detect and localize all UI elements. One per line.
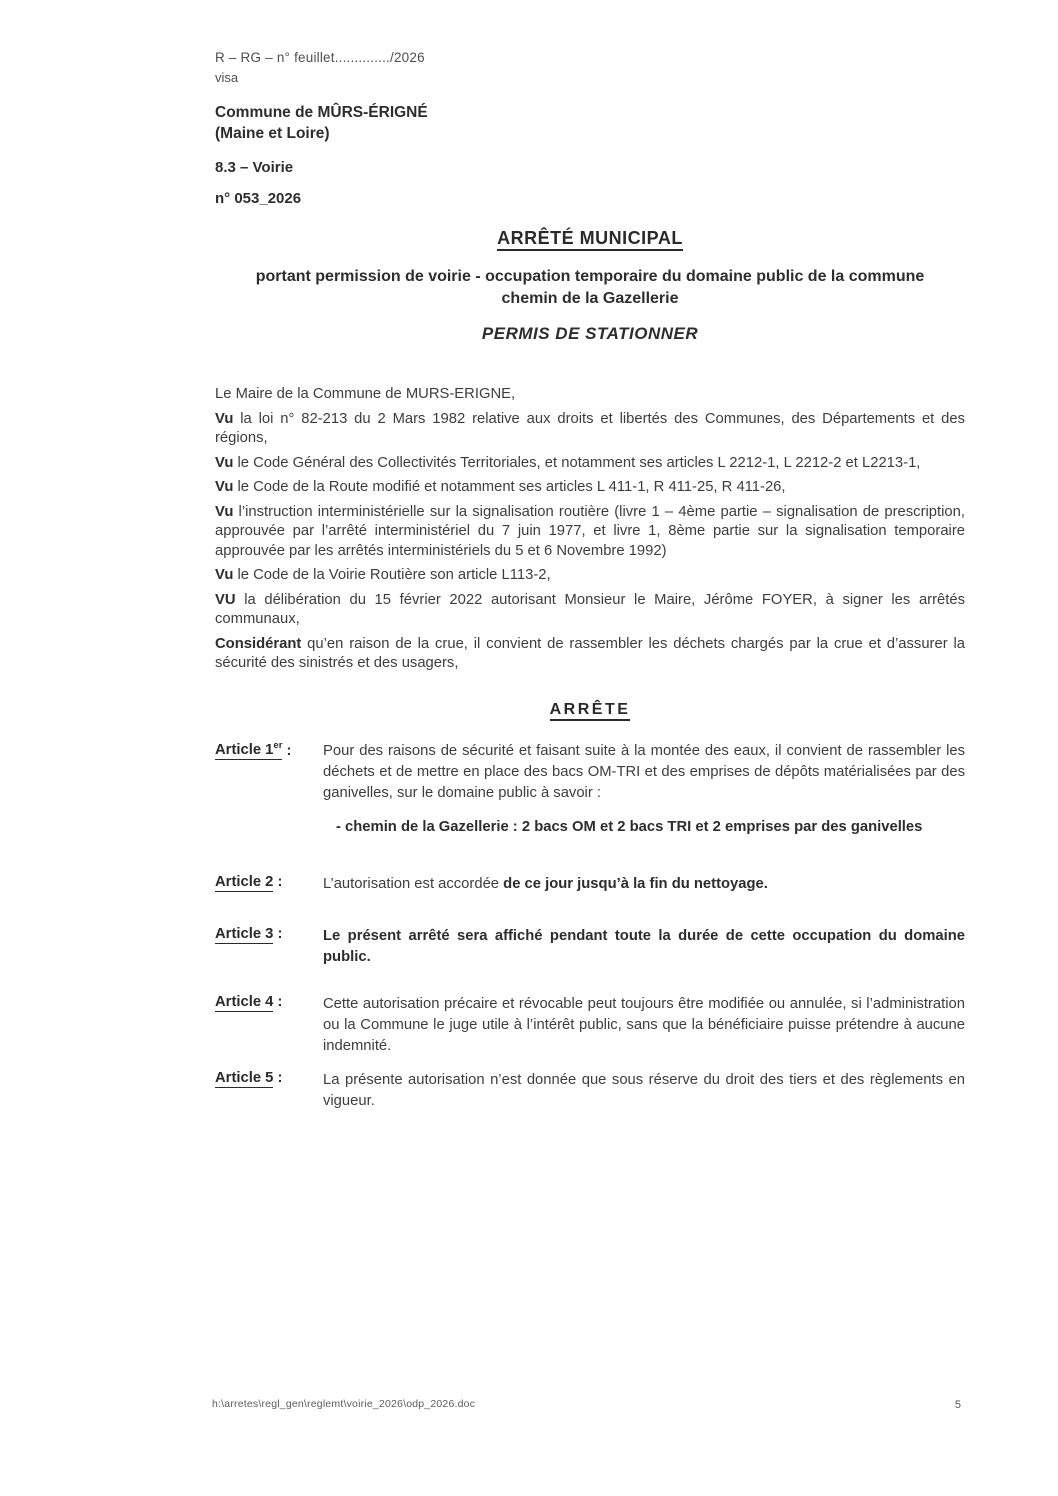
article-1-bullet: - chemin de la Gazellerie : 2 bacs OM et 2 bacs TRI et 2 emprises par des ganivelles: [336, 818, 923, 835]
article-3-label: Article 3 :: [215, 925, 283, 942]
article-1: [215, 741, 965, 838]
arrete-heading-text: ARRÊTE: [550, 701, 631, 721]
visa-label: visa: [215, 70, 239, 85]
preamble-vu-cgct: Vu le Code Général des Collectivités Territoriales, et notamment ses articles L 2212-1, L 2212-2 et L2213-1,: [215, 454, 921, 471]
article-5-text: La présente autorisation n’est donnée que sous réserve du droit des tiers et des règlements en vigueur.: [323, 1071, 965, 1109]
articles-section: [215, 741, 965, 1112]
preamble-mayor-line: Le Maire de la Commune de MURS-ERIGNE,: [215, 386, 516, 402]
article-3: [215, 926, 965, 968]
preamble-vu-voirie-routiere: Vu le Code de la Voirie Routière son article L113-2,: [215, 567, 551, 583]
preamble-vu-loi: Vu la loi n° 82-213 du 2 Mars 1982 relative aux droits et libertés des Communes, des Départements et des régions,: [215, 410, 965, 446]
article-2-text: L’autorisation est accordée: [323, 875, 504, 892]
document-subtitle-street: chemin de la Gazellerie: [501, 290, 679, 307]
article-1-text: Pour des raisons de sécurité et faisant suite à la montée des eaux, il convient de rassembler les déchets et de mettre en place des bacs OM-TRI et des emprises de dépôts matérialisées par des ganivelles, sur le domaine public à savoir :: [323, 742, 965, 801]
article-5-label: Article 5 :: [215, 1069, 283, 1086]
footer-file-path: h:\arretes\regl_gen\reglemt\voirie_2026\odp_2026.doc: [212, 1398, 476, 1410]
commune-name: Commune de MÛRS-ÉRIGNÉ: [215, 104, 428, 121]
document-title-text: ARRÊTÉ MUNICIPAL: [497, 228, 683, 251]
article-1-superscript: er: [273, 740, 283, 752]
article-5-body: [323, 1070, 965, 1112]
article-2-text-bold: de ce jour jusqu’à la fin du nettoyage.: [503, 875, 768, 892]
article-4: [215, 994, 965, 1057]
decree-number: n° 053_2026: [215, 190, 302, 207]
article-1-body: [323, 741, 965, 838]
preamble-considerant: Considérant qu’en raison de la crue, il convient de rassembler les déchets chargés par la crue et d’assurer la sécurité des sinistrés et des usagers,: [215, 635, 965, 671]
permit-title: PERMIS DE STATIONNER: [481, 324, 699, 343]
article-4-label: Article 4 :: [215, 993, 283, 1010]
preamble-vu-instruction: Vu l’instruction interministérielle sur la signalisation routière (livre 1 – 4ème partie – signalisation de prescription, approuvée par l’arrêté interministériel du 7 juin 1977, et livre 1, 8ème partie sur la signalisation temporaire approuvée par les arrêtés interministériels du 5 et 6 Novembre 1992): [215, 503, 965, 559]
footer-page-number: 5: [954, 1399, 961, 1411]
registry-reference-line: R – RG – n° feuillet............../2026: [215, 50, 425, 65]
article-2-body: [323, 874, 965, 895]
article-2-label: Article 2 :: [215, 873, 283, 890]
article-1-label: Article 1er :: [215, 740, 292, 759]
article-4-text: Cette autorisation précaire et révocable peut toujours être modifiée ou annulée, si l’administration ou la Commune le juge utile à l’intérêt public, sans que la bénéficiaire puisse prétendre à aucune indemnité.: [323, 995, 965, 1054]
article-5: [215, 1070, 965, 1112]
article-4-body: [323, 994, 965, 1057]
preamble: [215, 385, 965, 674]
article-3-body: [323, 926, 965, 968]
preamble-vu-code-route: Vu le Code de la Route modifié et notamment ses articles L 411-1, R 411-25, R 411-26,: [215, 479, 786, 495]
departement-name: (Maine et Loire): [215, 125, 330, 142]
document-subtitle: portant permission de voirie - occupation temporaire du domaine public de la commune: [255, 268, 925, 285]
article-3-text-bold: Le présent arrêté sera affiché pendant toute la durée de cette occupation du domaine public.: [323, 927, 965, 965]
article-2: [215, 874, 965, 895]
filing-section: 8.3 – Voirie: [215, 159, 294, 176]
arrete-heading: [215, 701, 965, 719]
preamble-vu-deliberation: VU la délibération du 15 février 2022 autorisant Monsieur le Maire, Jérôme FOYER, à signer les arrêtés communaux,: [215, 591, 965, 627]
document-title: [215, 228, 965, 249]
